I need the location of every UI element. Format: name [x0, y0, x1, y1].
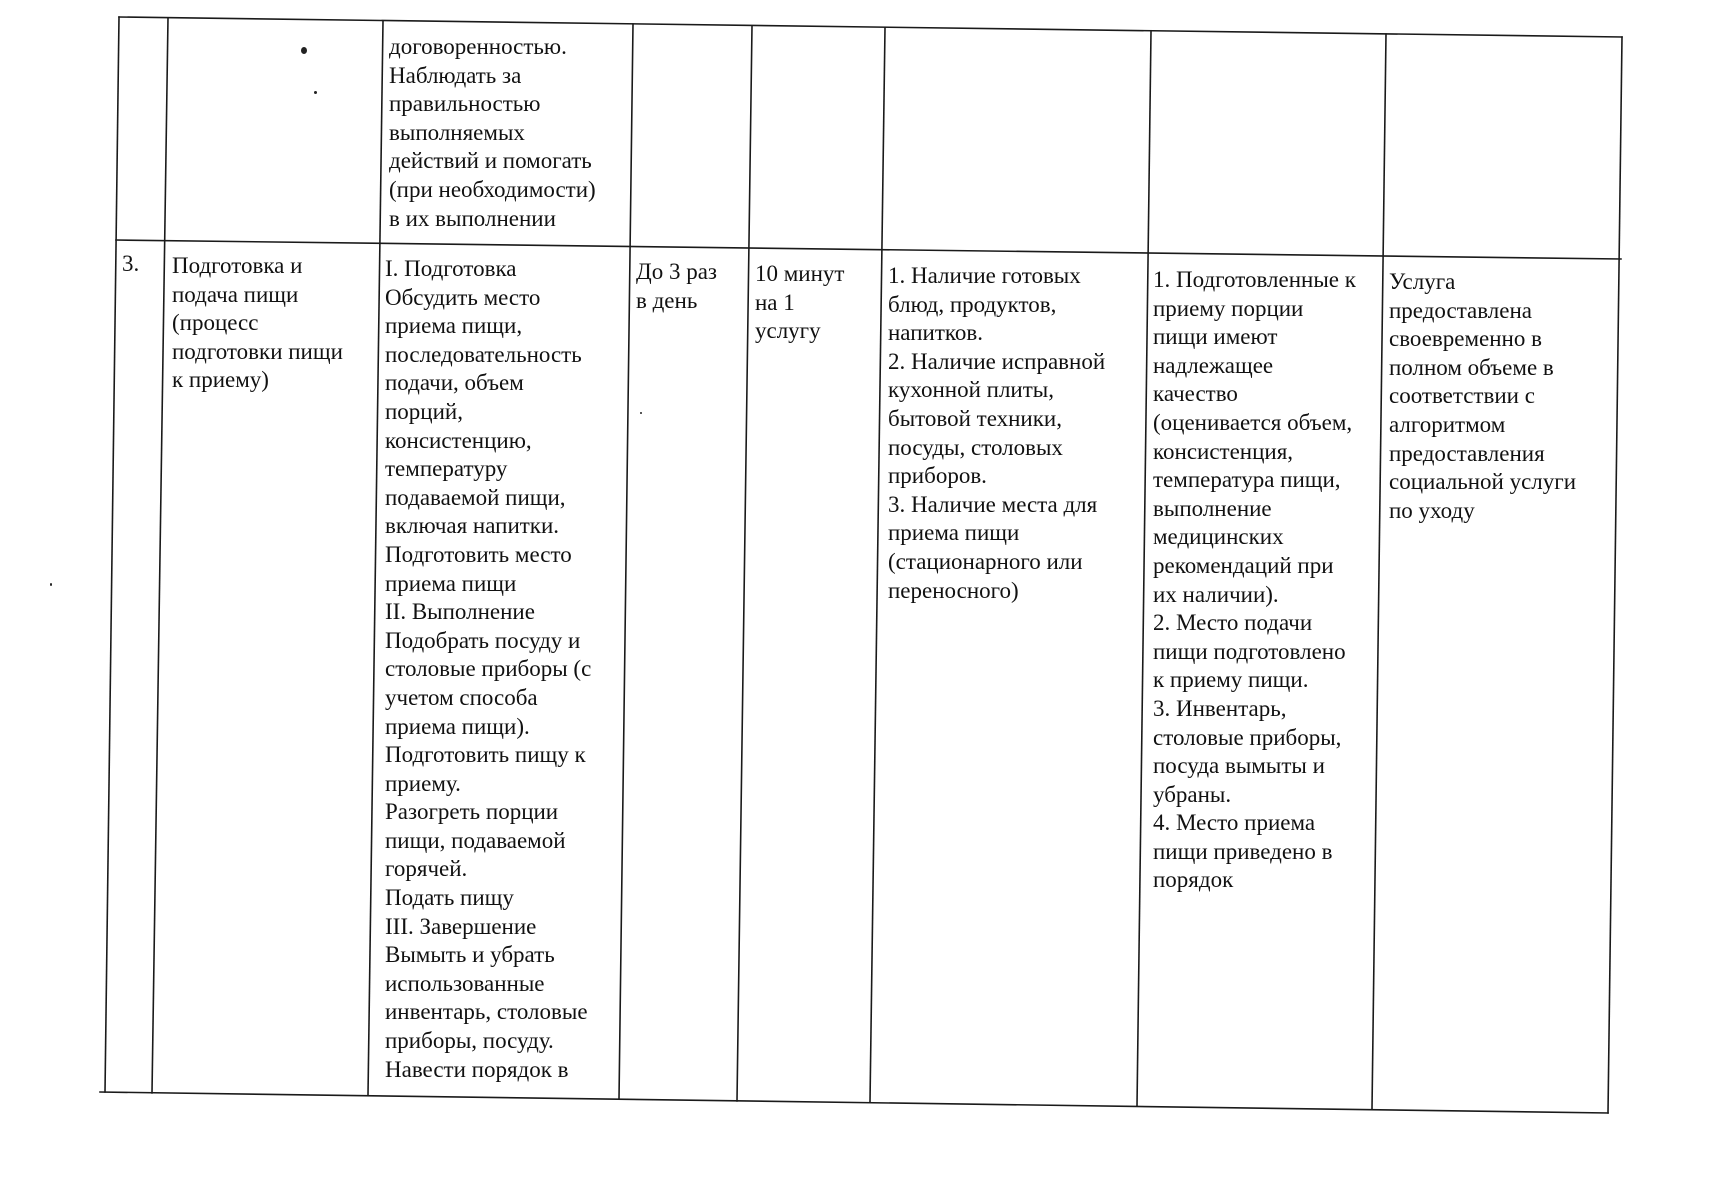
col-line-7: [1372, 34, 1386, 1109]
evaluation-cell: Услуга предоставлена своевременно в полном объеме в соответствии с алгоритмом предоставления социальной услуги по уходу: [1389, 269, 1576, 523]
col-line-6: [1137, 32, 1151, 1106]
col-line-8: [1608, 37, 1622, 1113]
table-top-border: [119, 17, 1622, 37]
scan-speck: [314, 91, 317, 94]
prev-row-actions-text: договоренностью. Наблюдать за правильностью выполняемых действий и помогать (при необходимости) в их выполнении: [389, 34, 596, 231]
scan-speck: [50, 583, 52, 586]
col-line-0: [105, 17, 119, 1092]
conditions-cell: 1. Наличие готовых блюд, продуктов, напитков. 2. Наличие исправной кухонной плиты, бытовой техники, посуды, столовых приборов. 3. Наличие места для приема пищи (стационарного или переносного): [888, 263, 1106, 603]
results-cell: 1. Подготовленные к приему порции пищи имеют надлежащее качество (оценивается объем, консистенция, температура пищи, выполнение медицинских рекомендаций при их наличии). 2. Место подачи пищи подготовлено к приему пищи. 3. Инвентарь, столовые приборы, посуда вымыты и убраны. 4. Место приема пищи приведено в порядок: [1153, 267, 1356, 893]
frequency-cell: До 3 раз в день: [636, 259, 717, 313]
col-line-2: [368, 21, 383, 1095]
col-line-1: [152, 18, 168, 1093]
col-line-4: [737, 26, 752, 1101]
col-line-5: [870, 28, 885, 1102]
table-bottom-border: [100, 1092, 1608, 1113]
scan-speck: [301, 47, 307, 54]
duration-cell: 10 минут на 1 услугу: [755, 261, 845, 344]
row-number: 3.: [122, 251, 140, 276]
service-name-cell: Подготовка и подача пищи (процесс подготовки пищи к приему): [172, 253, 343, 393]
scan-speck: [640, 412, 642, 414]
col-line-3: [619, 24, 633, 1099]
service-actions-cell: I. Подготовка Обсудить место приема пищи, последовательность подачи, объем порций, консистенцию, температуру подаваемой пищи, включая напитки. Подготовить место приема пищи II. Выполнение Подобрать посуду и столовые приборы (с учетом способа приема пищи). Подготовить пищу к приему. Разогреть порции пищи, подаваемой горячей. Подать пищу III. Завершение Вымыть и убрать использованные инвентарь, столовые приборы, посуду. Навести порядок в: [385, 256, 592, 1082]
